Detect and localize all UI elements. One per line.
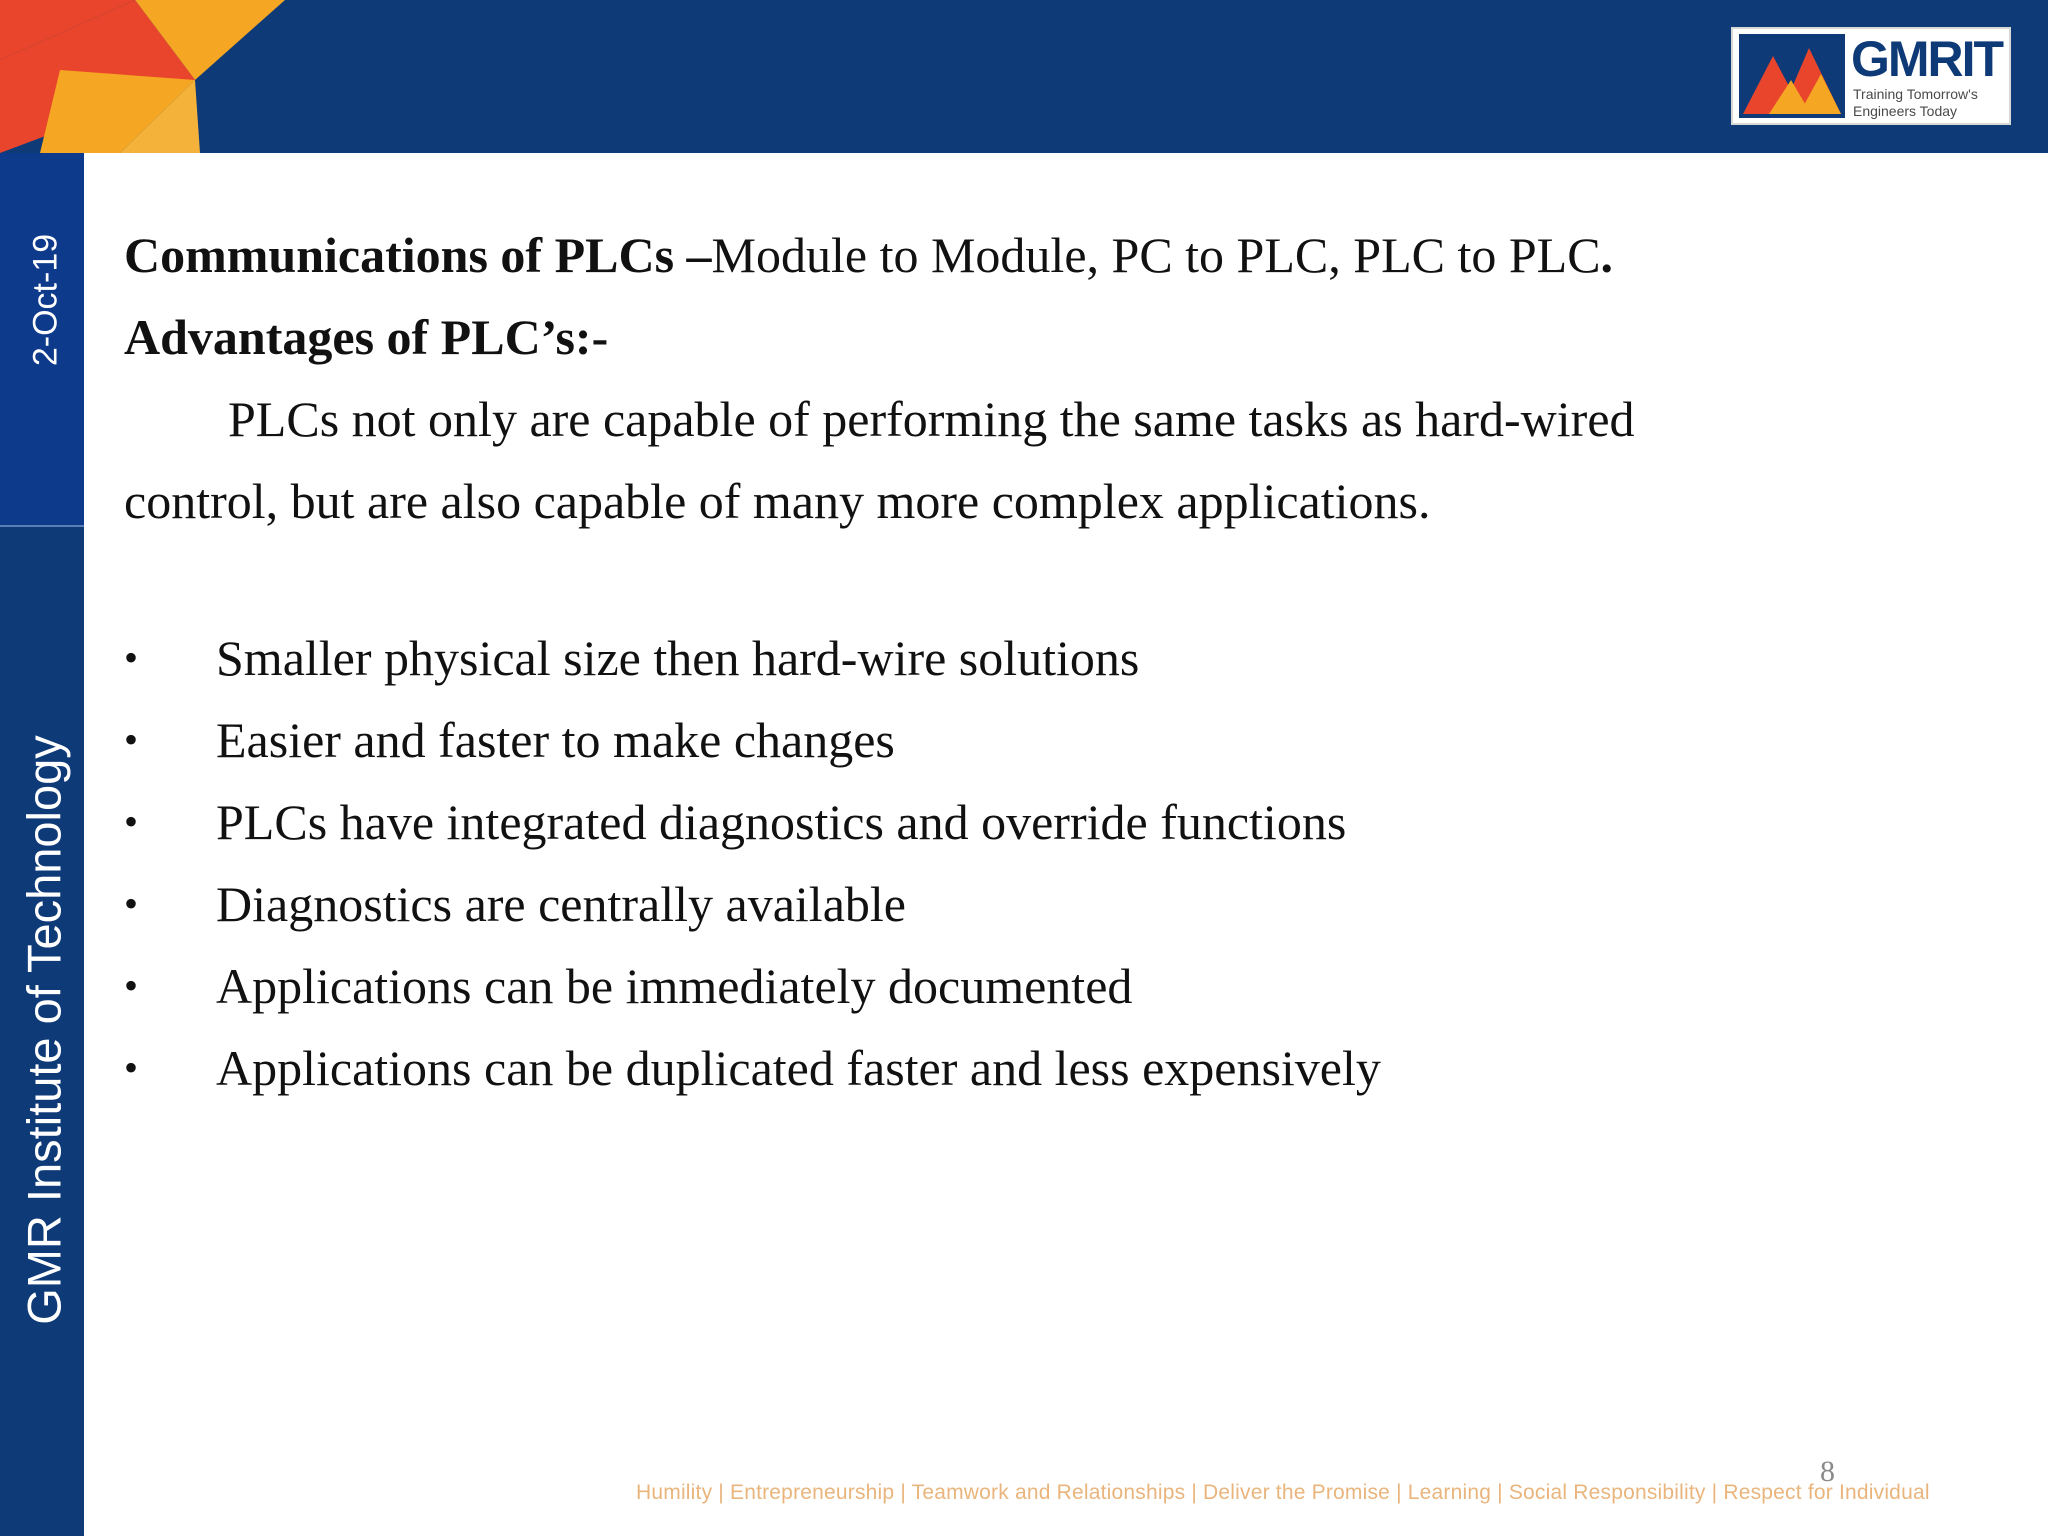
communications-label: Communications of PLCs – [124,227,712,283]
list-item [124,863,1381,945]
advantages-list [124,617,1381,1109]
paragraph-line-1: PLCs not only are capable of performing the same tasks as hard-wired [228,391,1635,447]
list-item-text: PLCs have integrated diagnostics and override functions [216,794,1347,850]
slide-content [124,214,2004,542]
list-item-text: Applications can be duplicated faster and less expensively [216,1040,1381,1096]
bullet-icon: • [124,635,139,680]
list-item [124,699,1381,781]
list-item-text: Applications can be immediately documented [216,958,1133,1014]
bullet-icon: • [124,881,139,926]
communications-line [124,214,2004,296]
list-item-text: Diagnostics are centrally available [216,876,906,932]
paragraph-line-2: control, but are also capable of many more complex applications. [124,473,1431,529]
list-item [124,945,1381,1027]
list-item-text: Smaller physical size then hard-wire solutions [216,630,1140,686]
slide-date: 2-Oct-19 [26,233,65,367]
institute-logo [1731,27,2011,125]
values-footer: Humility | Entrepreneurship | Teamwork and Relationships | Deliver the Promise | Learning | Social Responsibility | Respect for Individual [636,1481,1930,1504]
list-item-text: Easier and faster to make changes [216,712,895,768]
sidebar-gap [84,153,88,1303]
communications-types: Module to Module, PC to PLC, PLC to PLC [711,227,1601,283]
bullet-icon: • [124,1045,139,1090]
logo-name: GMRIT [1851,31,2003,87]
logo-tagline: Training Tomorrow's Engineers Today [1853,86,1978,119]
page-number: 8 [1820,1455,1835,1488]
bullet-icon: • [124,963,139,1008]
bullet-icon: • [124,717,139,762]
sidebar-divider [0,525,84,527]
corner-decoration [0,0,290,153]
logo-mark-icon [1739,34,1845,118]
list-item [124,1027,1381,1109]
list-item [124,617,1381,699]
list-item [124,781,1381,863]
advantages-heading: Advantages of PLC’s:- [124,309,609,365]
institute-name: GMR Institute of Technology [17,735,71,1325]
communications-period: . [1600,227,1614,283]
bullet-icon: • [124,799,139,844]
